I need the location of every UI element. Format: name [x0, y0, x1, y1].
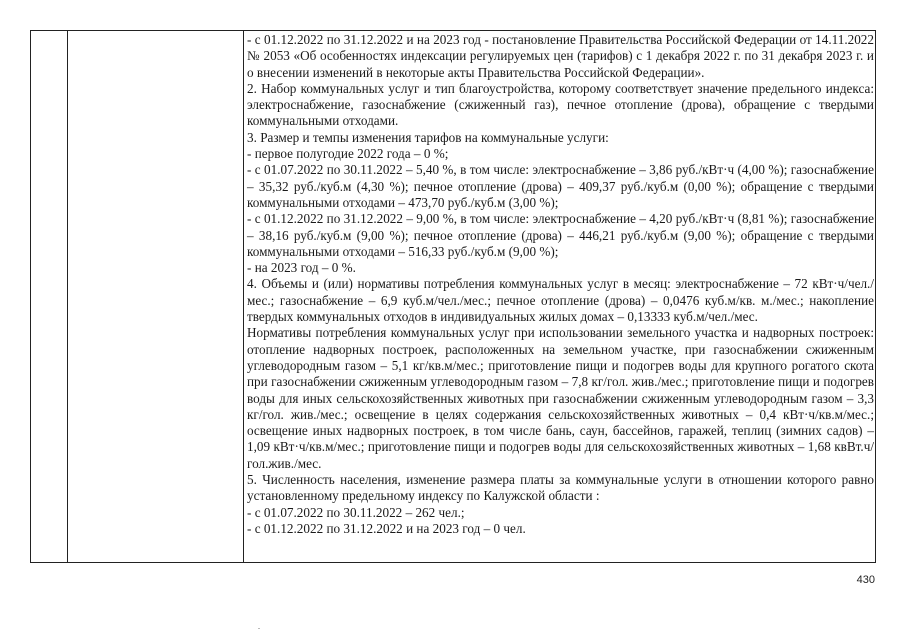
paragraph-land-plot-norms: Нормативы потребления коммунальных услуг при использовании земельного участка и надворных построек: отопление надворных построек, расположенных на земельном участке, при газоснабжении сжиженным углеводородным газом – 5,1 кг/кв.м/мес.; приготовление пищи и подогрев воды для крупного рогатого скота при газоснабжении сжиженным углеводородным газом – 7,8 кг/гол. жив./мес.; приготовление пищи и подогрев воды для иных сельскохозяйственных животных при газоснабжении сжиженным углеводородным газом – 3,3 кг/гол. жив./мес.; освещение в целях содержания сельскохозяйственных животных – 0,4 кВт·ч/кв.м/мес.; освещение иных надворных построек, в том числе бань, саун, бассейнов, гаражей, теплиц (зимних садов) – 1,09 кВт·ч/кв.м/мес.; приготовление пищи и подогрев воды для сельскохозяйственных животных – 1,68 квВт.ч/гол.жив./мес. [247, 325, 874, 471]
paragraph-tariff-h1-2022: - первое полугодие 2022 года – 0 %; [247, 146, 449, 162]
paragraph-tariff-jul-nov-2022: - с 01.07.2022 по 30.11.2022 – 5,40 %, в том числе: электроснабжение – 3,86 руб./кВт·ч (4,00 %); газоснабжение – 35,32 руб./куб.м (4,30 %); печное отопление (дрова) – 409,37 руб./куб.м (0,00 %); обращение с твердыми коммунальными отходами – 473,70 руб./куб.м (3,00 %); [247, 162, 874, 210]
paragraph-tariff-heading: 3. Размер и темпы изменения тарифов на коммунальные услуги: [247, 129, 609, 145]
page-number: 430 [856, 574, 875, 586]
table-column-divider [243, 31, 244, 562]
paragraph-population-dec-2023: - с 01.12.2022 по 31.12.2022 и на 2023 год – 0 чел. [247, 520, 526, 536]
paragraph-tariff-2023: - на 2023 год – 0 %. [247, 260, 356, 276]
paragraph-tariff-dec-2022: - с 01.12.2022 по 31.12.2022 – 9,00 %, в том числе: электроснабжение – 4,20 руб./кВт·ч (8,81 %); газоснабжение – 38,16 руб./куб.м (9,00 %); печное отопление (дрова) – 446,21 руб./куб.м (9,00 %); обращение с твердыми коммунальными отходами – 516,33 руб./куб.м (9,00 %); [247, 211, 874, 259]
scan-speck [258, 628, 260, 629]
table-column-divider [67, 31, 68, 562]
document-table [30, 30, 876, 563]
paragraph-population-heading: 5. Численность населения, изменение размера платы за коммунальные услуги в отношении которого равно установленному предельному индексу по Калужской области : [247, 472, 874, 504]
paragraph-consumption-norms: 4. Объемы и (или) нормативы потребления коммунальных услуг в месяц: электроснабжение – 72 кВт·ч/чел./мес.; газоснабжение – 6,9 куб.м/чел./мес.; печное отопление (дрова) – 0,0476 куб.м/кв. м./мес.; накопление твердых коммунальных отходов в индивидуальных жилых домах – 0,13333 куб.м/чел./мес. [247, 276, 874, 325]
paragraph-regulation-reference: - с 01.12.2022 по 31.12.2022 и на 2023 год - постановление Правительства Российской Федерации от 14.11.2022 № 2053 «Об особенностях индексации регулируемых цен (тарифов) с 1 декабря 2022 г. по 31 декабря 2023 г. и о внесении изменений в некоторые акты Правительства Российской Федерации». [247, 32, 874, 80]
paragraph-population-jul-nov: - с 01.07.2022 по 30.11.2022 – 262 чел.; [247, 504, 465, 520]
table-cell-text [247, 32, 874, 537]
paragraph-service-set: 2. Набор коммунальных услуг и тип благоустройства, которому соответствует значение предельного индекса: электроснабжение, газоснабжение (сжиженный газ), печное отопление (дрова), обращение с твердыми коммунальными отходами. [247, 80, 874, 129]
